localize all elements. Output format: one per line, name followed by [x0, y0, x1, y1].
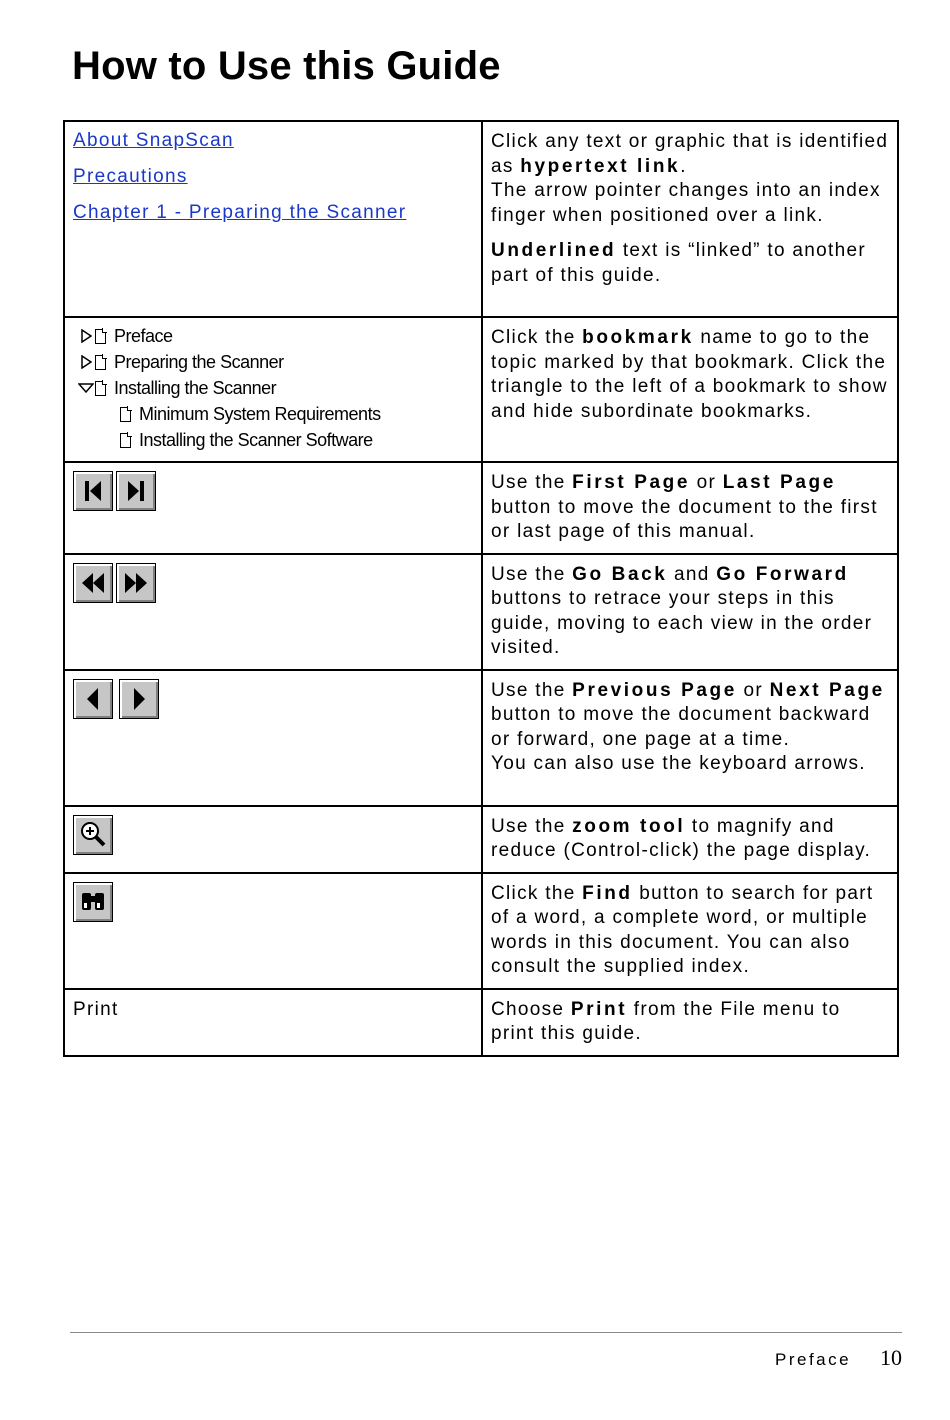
back-forward-description: Use the Go Back and Go Forward buttons to retrace your steps in this guide, moving to each view in the order visited.	[482, 554, 898, 670]
first-last-description: Use the First Page or Last Page button to move the document to the first or last page of this manual.	[482, 462, 898, 554]
footer-section-name: Preface	[775, 1350, 852, 1369]
zoom-button-cell	[64, 806, 482, 873]
table-row-bookmarks	[64, 317, 898, 462]
find-button-cell	[64, 873, 482, 989]
bookmark-label[interactable]: Installing the Scanner	[114, 378, 277, 398]
go-back-icon[interactable]	[73, 563, 113, 603]
prev-next-description: Use the Previous Page or Next Page button to move the document backward or forward, one page at a time. You can also use the keyboard arrows.	[482, 670, 898, 806]
first-page-icon[interactable]	[73, 471, 113, 511]
table-row-first-last	[64, 462, 898, 554]
page-number: 10	[880, 1345, 902, 1370]
bookmark-label[interactable]: Preparing the Scanner	[114, 352, 284, 372]
previous-page-icon[interactable]	[73, 679, 113, 719]
footer-divider	[70, 1332, 902, 1333]
guide-table	[63, 120, 899, 1057]
zoom-description: Use the zoom tool to magnify and reduce (Control-click) the page display.	[482, 806, 898, 873]
bookmark-label[interactable]: Installing the Scanner Software	[139, 430, 373, 450]
document-icon	[95, 355, 106, 370]
document-icon	[95, 329, 106, 344]
go-forward-icon[interactable]	[116, 563, 156, 603]
link-about-snapscan[interactable]: About SnapScan	[73, 130, 234, 151]
bookmark-item[interactable]	[77, 427, 473, 453]
collapsed-triangle-icon[interactable]	[77, 349, 95, 375]
table-row-links	[64, 121, 898, 317]
bookmarks-panel	[64, 317, 482, 462]
bookmark-item[interactable]	[77, 375, 473, 401]
binoculars-find-icon[interactable]	[73, 882, 113, 922]
print-description: Choose Print from the File menu to print this guide.	[482, 989, 898, 1056]
first-last-buttons	[64, 462, 482, 554]
prev-next-buttons	[64, 670, 482, 806]
bookmark-label[interactable]: Minimum System Requirements	[139, 404, 381, 424]
table-row-print	[64, 989, 898, 1056]
bookmark-item[interactable]	[77, 323, 473, 349]
links-cell	[64, 121, 482, 317]
link-precautions[interactable]: Precautions	[73, 166, 188, 187]
expanded-triangle-icon[interactable]	[77, 375, 95, 401]
bookmark-item[interactable]	[77, 349, 473, 375]
table-row-find	[64, 873, 898, 989]
document-icon	[120, 407, 131, 422]
link-chapter-1[interactable]: Chapter 1 - Preparing the Scanner	[73, 202, 407, 223]
print-label: Print	[64, 989, 482, 1056]
table-row-back-forward	[64, 554, 898, 670]
bookmarks-description: Click the bookmark name to go to the topic marked by that bookmark. Click the triangle to the left of a bookmark to show and hide subordinate bookmarks.	[482, 317, 898, 462]
back-forward-buttons	[64, 554, 482, 670]
bookmark-item[interactable]	[77, 401, 473, 427]
document-icon	[95, 381, 106, 396]
table-row-zoom	[64, 806, 898, 873]
page-title: How to Use this Guide	[72, 44, 501, 88]
table-row-prev-next	[64, 670, 898, 806]
collapsed-triangle-icon[interactable]	[77, 323, 95, 349]
links-description: Click any text or graphic that is identified as hypertext link. The arrow pointer changes into an index finger when positioned over a link. Underlined text is “linked” to another part of this guide.	[482, 121, 898, 317]
last-page-icon[interactable]	[116, 471, 156, 511]
document-icon	[120, 433, 131, 448]
zoom-tool-icon[interactable]	[73, 815, 113, 855]
bookmark-label[interactable]: Preface	[114, 326, 173, 346]
next-page-icon[interactable]	[119, 679, 159, 719]
find-description: Click the Find button to search for part of a word, a complete word, or multiple words in this document. You can also consult the supplied index.	[482, 873, 898, 989]
